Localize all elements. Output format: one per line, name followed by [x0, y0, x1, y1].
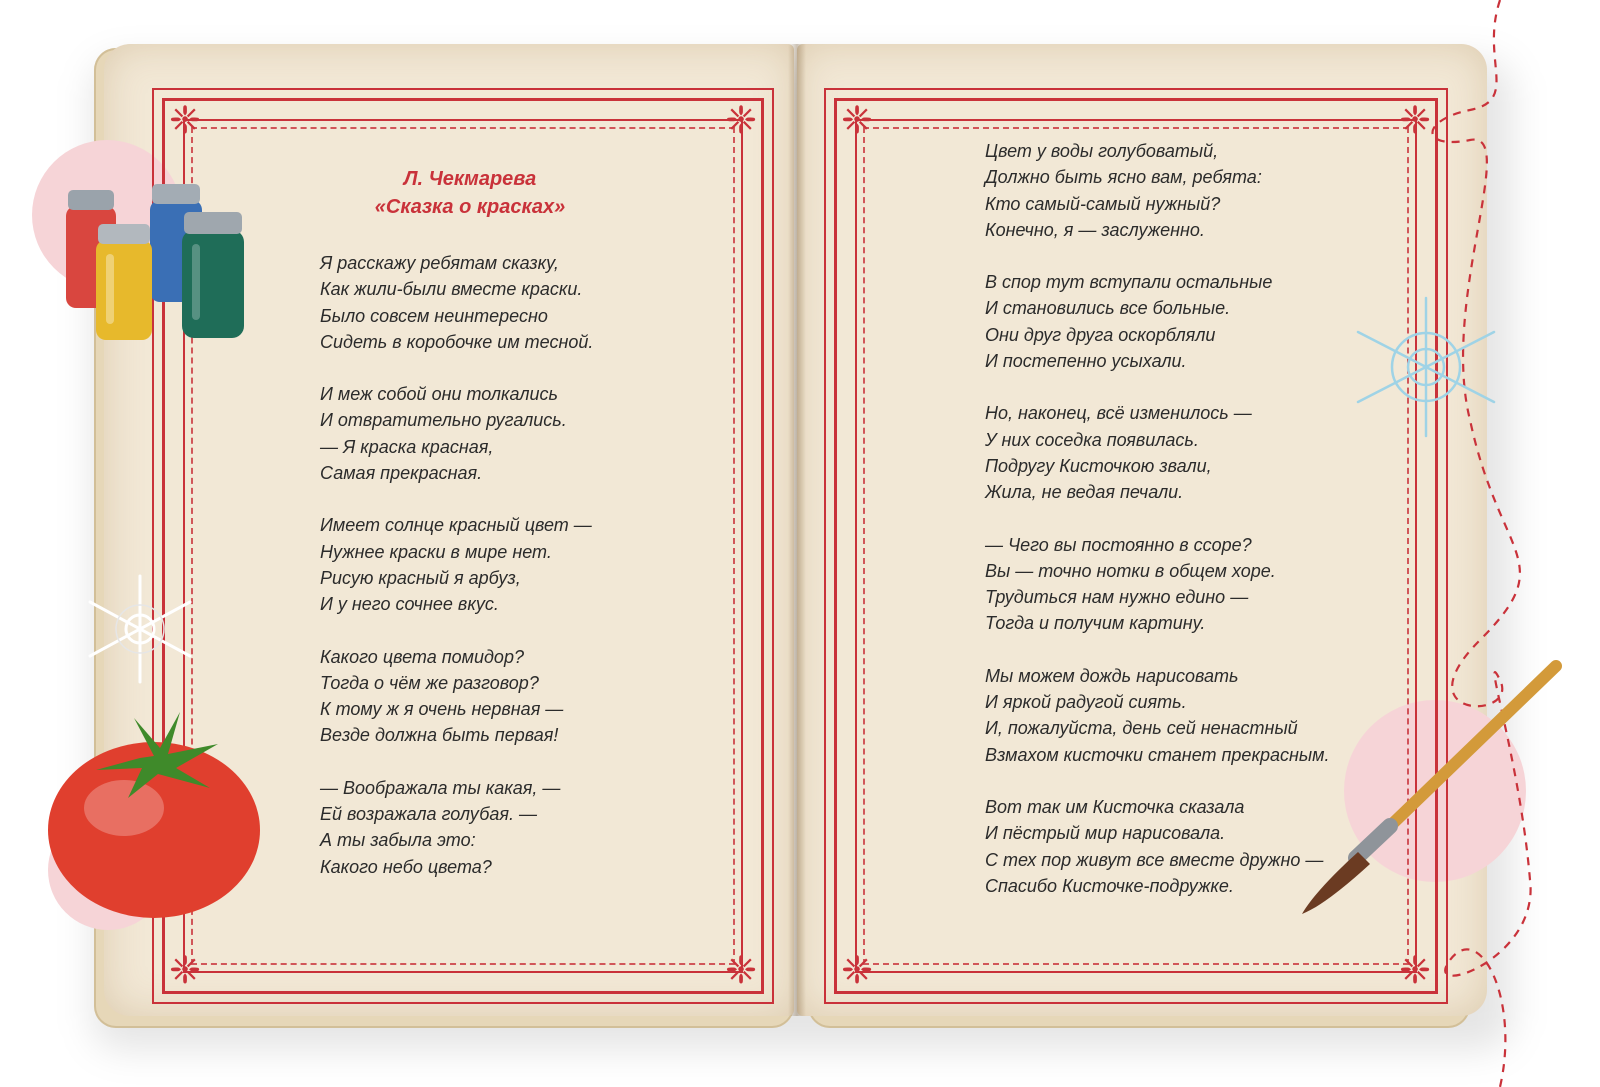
poem-line: Сидеть в коробочке им тесной.: [320, 331, 594, 352]
poem-line: В спор тут вступали остальные: [985, 272, 1273, 293]
author-name: Л. Чекмарева: [403, 168, 537, 190]
ornament-icon: ❈: [169, 950, 201, 992]
poem-line: Подругу Кисточкою звали,: [985, 455, 1212, 476]
poem-line: У них соседка появилась.: [985, 429, 1199, 450]
poem-line: Как жили-были вместе краски.: [320, 279, 583, 300]
poem-line: Было совсем неинтересно: [320, 305, 548, 326]
tomato-icon: [40, 708, 268, 920]
poem-line: И отвратительно ругались.: [320, 410, 567, 431]
poem-line: Имеет солнце красный цвет —: [320, 515, 592, 536]
ornament-icon: ❈: [725, 100, 757, 142]
poem-line: — Я краска красная,: [320, 436, 494, 457]
poem-line: И, пожалуйста, день сей ненастный: [985, 718, 1298, 739]
poem-line: И у него сочнее вкус.: [320, 594, 499, 615]
poem-line: Цвет у воды голубоватый,: [985, 141, 1219, 161]
poem-line: С тех пор живут все вместе дружно —: [985, 849, 1324, 870]
ornament-icon: ❈: [725, 950, 757, 992]
poem-line: Конечно, я — заслуженно.: [985, 219, 1205, 240]
poem-line: Жила, не ведая печали.: [985, 482, 1184, 503]
ornament-icon: ❈: [841, 100, 873, 142]
poem-line: Вот так им Кисточка сказала: [985, 796, 1245, 817]
poem-line: Я расскажу ребятам сказку,: [320, 253, 559, 273]
ornament-icon: ❈: [1399, 100, 1431, 142]
ornament-icon: ❈: [841, 950, 873, 992]
ornament-icon: ❈: [1399, 950, 1431, 992]
poem-line: Взмахом кисточки станет прекрасным.: [985, 744, 1330, 765]
poem-line: Какого небо цвета?: [320, 856, 492, 877]
ornament-icon: ❈: [169, 100, 201, 142]
poem-line: Вы — точно нотки в общем хоре.: [985, 560, 1276, 581]
poem-line: И постепенно усыхали.: [985, 351, 1187, 372]
poem-line: Тогда и получим картину.: [985, 613, 1206, 634]
poem-line: И яркой радугой сиять.: [985, 692, 1187, 713]
poem-line: Рисую красный я арбуз,: [320, 567, 521, 588]
poem-line: Тогда о чём же разговор?: [320, 672, 539, 693]
poem-line: — Воображала ты какая, —: [320, 777, 561, 798]
poem-line: Спасибо Кисточке-подружке.: [985, 875, 1234, 896]
poem-line: Нужнее краски в мире нет.: [320, 541, 552, 562]
poem-line: Но, наконец, всё изменилось —: [985, 403, 1252, 424]
poem-line: Ей возражала голубая. —: [320, 804, 537, 825]
snowflake-icon: [1344, 292, 1508, 442]
poem-line: А ты забыла это:: [320, 830, 476, 851]
poem-line: И меж собой они толкались: [320, 384, 558, 405]
poem-line: Должно быть ясно вам, ребята:: [985, 167, 1262, 188]
paintbrush-icon: [1298, 660, 1562, 918]
paint-jars-icon: [58, 178, 258, 348]
poem-line: К тому ж я очень нервная —: [320, 699, 564, 720]
poem-line: Какого цвета помидор?: [320, 646, 524, 667]
poem-line: Мы можем дождь нарисовать: [985, 665, 1239, 686]
poem-line: Везде должна быть первая!: [320, 725, 559, 746]
poem-line: Самая прекрасная.: [320, 463, 483, 484]
poem-line: — Чего вы постоянно в ссоре?: [985, 534, 1252, 555]
snowflake-icon: [76, 570, 204, 688]
poem-title: «Сказка о красках»: [374, 196, 566, 218]
poem-line: И становились все больные.: [985, 298, 1231, 319]
poem-line: Трудиться нам нужно едино —: [985, 587, 1249, 608]
poem-line: Кто самый-самый нужный?: [985, 193, 1221, 214]
poem-line: И пёстрый мир нарисовала.: [985, 823, 1226, 844]
poem-line: Они друг друга оскорбляли: [985, 324, 1216, 345]
